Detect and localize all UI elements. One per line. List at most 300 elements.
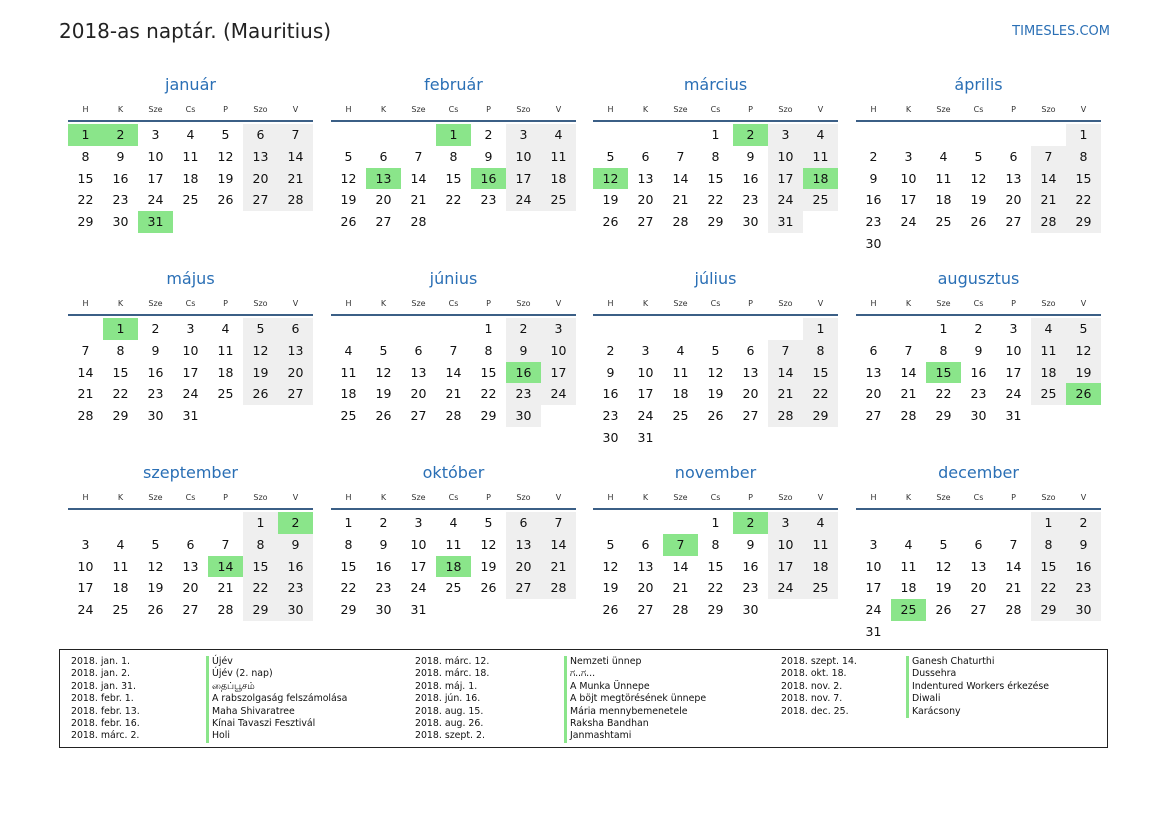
weekday-header <box>331 488 576 506</box>
day-cell: 16 <box>602 386 619 402</box>
day-cell: 19 <box>217 170 234 186</box>
day-cell: 24 <box>900 214 917 230</box>
weekend-day: 5 <box>243 318 278 340</box>
holiday-date: 2018. okt. 18. <box>781 668 847 680</box>
day-cell: 10 <box>1005 342 1022 358</box>
weekday-label: K <box>905 104 912 114</box>
empty-cell <box>138 512 173 534</box>
holiday-date: 2018. nov. 2. <box>781 680 843 692</box>
day-cell: 24 <box>410 580 427 596</box>
weekday-label: P <box>223 104 228 114</box>
week-row <box>331 189 576 211</box>
holiday-name: Maha Shivaratree <box>206 706 347 718</box>
weekend-day: 18 <box>541 168 576 190</box>
weekday-header <box>856 488 1101 506</box>
weekend-day: 8 <box>1031 534 1066 556</box>
day-cell: 29 <box>77 214 94 230</box>
day-cell: 28 <box>672 214 689 230</box>
week-row <box>331 512 576 534</box>
weekday-label: Sze <box>673 492 688 502</box>
weekend-day: 15 <box>803 362 838 384</box>
week-row <box>331 211 576 233</box>
day-cell: 25 <box>112 602 129 618</box>
header-divider <box>331 120 576 122</box>
month-1 <box>68 74 313 233</box>
weekday-label: H <box>345 492 352 502</box>
day-cell: 20 <box>865 386 882 402</box>
weekday-label: Sze <box>148 104 163 114</box>
holiday-date: 2018. aug. 26. <box>415 718 484 730</box>
weekend-day: 24 <box>768 189 803 211</box>
day-cell: 4 <box>676 342 685 358</box>
day-cell: 16 <box>865 192 882 208</box>
week-row <box>856 556 1101 578</box>
legend-dates-column <box>781 656 857 718</box>
empty-cell <box>996 124 1031 146</box>
weekend-day: 30 <box>1066 599 1101 621</box>
day-cell: 17 <box>637 386 654 402</box>
day-cell: 2 <box>151 321 160 336</box>
month-name: október <box>422 463 485 482</box>
weekend-day: 28 <box>768 405 803 427</box>
day-cell: 9 <box>379 536 388 552</box>
day-cell: 26 <box>602 214 619 230</box>
day-cell: 2 <box>869 148 878 164</box>
weekday-label: P <box>1011 492 1016 502</box>
holiday-date: 2018. nov. 7. <box>781 693 843 705</box>
week-row <box>68 189 313 211</box>
weekday-label: V <box>292 298 299 308</box>
empty-cell <box>436 318 471 340</box>
day-cell: 1 <box>711 127 720 142</box>
day-cell: 27 <box>375 214 392 230</box>
day-cell: 21 <box>672 192 689 208</box>
weekday-label: P <box>748 492 753 502</box>
empty-cell <box>506 599 541 621</box>
day-cell: 12 <box>340 170 357 186</box>
day-cell: 19 <box>970 192 987 208</box>
empty-cell <box>891 512 926 534</box>
day-cell: 18 <box>900 580 917 596</box>
day-cell: 12 <box>217 148 234 164</box>
weekday-label: V <box>555 104 562 114</box>
holiday-date: 2018. szept. 14. <box>781 656 857 667</box>
day-cell: 19 <box>340 192 357 208</box>
day-cell: 16 <box>970 364 987 380</box>
weekday-label: K <box>642 492 649 502</box>
weekday-label: P <box>486 104 491 114</box>
day-cell: 4 <box>186 127 195 142</box>
month-6 <box>331 268 576 427</box>
day-cell: 20 <box>1005 192 1022 208</box>
weekend-day: 18 <box>803 556 838 578</box>
weekend-day: 24 <box>768 577 803 599</box>
day-cell: 6 <box>641 536 650 552</box>
weekend-day: 13 <box>278 340 313 362</box>
weekend-day: 17 <box>768 168 803 190</box>
day-cell: 24 <box>637 408 654 424</box>
day-cell: 11 <box>112 558 129 574</box>
weekday-label: V <box>555 492 562 502</box>
empty-cell <box>173 211 208 233</box>
weekend-day: 11 <box>803 146 838 168</box>
week-row <box>331 318 576 340</box>
weekday-label: Cs <box>448 492 459 502</box>
weekend-day: 10 <box>506 146 541 168</box>
day-cell: 9 <box>116 148 125 164</box>
month-5 <box>68 268 313 427</box>
week-row <box>68 211 313 233</box>
day-cell: 14 <box>1005 558 1022 574</box>
empty-cell <box>961 512 996 534</box>
empty-cell <box>961 233 996 255</box>
month-name: július <box>694 269 737 288</box>
header-divider <box>68 314 313 316</box>
weekday-header <box>68 294 313 312</box>
holiday-date: 2018. szept. 2. <box>415 730 485 742</box>
holiday-name: ಗ..ಗ... <box>564 668 706 680</box>
day-cell: 9 <box>151 342 160 358</box>
month-name: április <box>954 75 1003 94</box>
day-cell: 22 <box>707 580 724 596</box>
empty-cell <box>208 405 243 427</box>
weekday-label: Sze <box>411 298 426 308</box>
weekday-label: P <box>1011 298 1016 308</box>
week-row <box>856 233 1101 255</box>
week-row <box>593 318 838 340</box>
week-row <box>856 383 1101 405</box>
month-12 <box>856 462 1101 643</box>
weekday-label: K <box>905 492 912 502</box>
weekend-day: 22 <box>1031 577 1066 599</box>
day-cell: 27 <box>182 602 199 618</box>
weekday-label: H <box>870 298 877 308</box>
day-cell: 18 <box>672 386 689 402</box>
weekend-day: 20 <box>278 362 313 384</box>
day-cell: 20 <box>637 580 654 596</box>
weekend-day: 13 <box>506 534 541 556</box>
week-row <box>593 512 838 534</box>
weekday-label: Sze <box>936 104 951 114</box>
day-cell: 17 <box>1005 364 1022 380</box>
weekday-label: V <box>817 492 824 502</box>
week-row <box>331 383 576 405</box>
weekday-label: K <box>905 298 912 308</box>
empty-cell <box>891 233 926 255</box>
week-row <box>593 340 838 362</box>
week-row <box>856 146 1101 168</box>
day-cell: 31 <box>1005 408 1022 424</box>
day-cell: 10 <box>637 364 654 380</box>
day-cell: 26 <box>935 602 952 618</box>
weekend-day: 26 <box>243 383 278 405</box>
holiday-date: 2018. máj. 1. <box>415 680 478 692</box>
empty-cell <box>1066 621 1101 643</box>
weekend-day: 29 <box>243 599 278 621</box>
day-cell: 20 <box>742 386 759 402</box>
day-cell: 5 <box>974 148 983 164</box>
day-cell: 2 <box>484 127 493 142</box>
empty-cell <box>926 233 961 255</box>
day-cell: 27 <box>742 408 759 424</box>
weekend-day: 10 <box>768 534 803 556</box>
empty-cell <box>628 124 663 146</box>
week-row <box>331 405 576 427</box>
weekday-label: Cs <box>448 104 459 114</box>
day-cell: 8 <box>939 342 948 358</box>
day-cell: 7 <box>904 342 913 358</box>
day-cell: 21 <box>1005 580 1022 596</box>
day-cell: 4 <box>116 536 125 552</box>
week-row <box>856 577 1101 599</box>
day-cell: 30 <box>602 429 619 445</box>
legend-names-column <box>564 656 706 743</box>
day-cell: 15 <box>112 364 129 380</box>
day-cell: 29 <box>112 408 129 424</box>
day-cell: 31 <box>637 429 654 445</box>
day-cell: 5 <box>151 536 160 552</box>
weekday-header <box>68 488 313 506</box>
weekend-day: 24 <box>541 383 576 405</box>
day-cell: 15 <box>445 170 462 186</box>
empty-cell <box>173 512 208 534</box>
empty-cell <box>1066 405 1101 427</box>
month-name: augusztus <box>937 269 1020 288</box>
day-cell: 31 <box>410 602 427 618</box>
day-cell: 17 <box>77 580 94 596</box>
week-row <box>856 189 1101 211</box>
weekday-header <box>593 488 838 506</box>
day-cell: 30 <box>865 235 882 251</box>
day-cell: 19 <box>602 580 619 596</box>
week-row <box>593 146 838 168</box>
weekday-label: H <box>82 298 89 308</box>
header-divider <box>593 314 838 316</box>
day-cell: 15 <box>480 364 497 380</box>
empty-cell <box>541 599 576 621</box>
weekend-day: 30 <box>278 599 313 621</box>
day-cell: 17 <box>147 170 164 186</box>
weekday-label: H <box>345 104 352 114</box>
weekend-day: 4 <box>803 124 838 146</box>
week-row <box>331 599 576 621</box>
week-row <box>856 621 1101 643</box>
weekend-day: 15 <box>1066 168 1101 190</box>
weekend-day: 7 <box>1031 146 1066 168</box>
day-cell: 19 <box>707 386 724 402</box>
holiday-date: 2018. febr. 13. <box>71 705 140 717</box>
weekend-day: 29 <box>1066 211 1101 233</box>
day-cell: 9 <box>606 364 615 380</box>
holiday-name: Raksha Bandhan <box>564 718 706 730</box>
weekend-day: 19 <box>243 362 278 384</box>
weekend-day: 17 <box>541 362 576 384</box>
week-row <box>856 318 1101 340</box>
empty-cell <box>663 512 698 534</box>
day-cell: 4 <box>449 515 458 530</box>
day-cell: 13 <box>410 364 427 380</box>
weekday-label: P <box>486 298 491 308</box>
holiday-name: Indentured Workers érkezése <box>906 681 1049 693</box>
day-cell: 14 <box>77 364 94 380</box>
weekend-day: 25 <box>803 577 838 599</box>
day-cell: 10 <box>410 536 427 552</box>
weekday-label: V <box>1080 492 1087 502</box>
day-cell: 12 <box>707 364 724 380</box>
day-cell: 23 <box>742 192 759 208</box>
day-cell: 14 <box>900 364 917 380</box>
day-cell: 19 <box>147 580 164 596</box>
day-cell: 23 <box>147 386 164 402</box>
day-cell: 12 <box>935 558 952 574</box>
empty-cell <box>856 124 891 146</box>
weekend-day: 9 <box>1066 534 1101 556</box>
holiday-day: 12 <box>593 168 628 190</box>
day-cell: 22 <box>77 192 94 208</box>
day-cell: 28 <box>77 408 94 424</box>
day-cell: 25 <box>445 580 462 596</box>
day-cell: 21 <box>672 580 689 596</box>
day-cell: 4 <box>221 321 230 336</box>
day-cell: 18 <box>935 192 952 208</box>
empty-cell <box>1031 405 1066 427</box>
weekend-day: 4 <box>803 512 838 534</box>
day-cell: 19 <box>480 558 497 574</box>
day-cell: 16 <box>742 558 759 574</box>
day-cell: 5 <box>606 536 615 552</box>
site-link[interactable]: TIMESLES.COM <box>1012 24 1110 39</box>
holiday-day: 1 <box>68 124 103 146</box>
weekday-label: Cs <box>710 298 721 308</box>
weekend-day: 7 <box>541 512 576 534</box>
weekday-label: Sze <box>148 298 163 308</box>
day-cell: 19 <box>935 580 952 596</box>
empty-cell <box>278 405 313 427</box>
day-cell: 16 <box>375 558 392 574</box>
month-name: február <box>424 75 483 94</box>
day-cell: 15 <box>77 170 94 186</box>
empty-cell <box>366 124 401 146</box>
day-cell: 21 <box>900 386 917 402</box>
day-cell: 6 <box>746 342 755 358</box>
day-cell: 18 <box>340 386 357 402</box>
month-3 <box>593 74 838 233</box>
weekday-label: Szo <box>778 104 793 114</box>
empty-cell <box>436 211 471 233</box>
day-cell: 19 <box>375 386 392 402</box>
header-divider <box>331 314 576 316</box>
holiday-day: 26 <box>1066 383 1101 405</box>
weekday-label: Cs <box>710 492 721 502</box>
week-row <box>856 405 1101 427</box>
day-cell: 30 <box>742 214 759 230</box>
weekday-label: K <box>380 492 387 502</box>
month-2 <box>331 74 576 233</box>
weekday-header <box>331 100 576 118</box>
day-cell: 27 <box>1005 214 1022 230</box>
weekday-label: Szo <box>253 104 268 114</box>
empty-cell <box>733 427 768 449</box>
weekend-day: 21 <box>1031 189 1066 211</box>
weekday-label: Sze <box>936 298 951 308</box>
day-cell: 26 <box>375 408 392 424</box>
day-cell: 2 <box>974 321 983 336</box>
weekend-day: 14 <box>768 362 803 384</box>
weekend-day: 23 <box>1066 577 1101 599</box>
weekday-label: Sze <box>936 492 951 502</box>
day-cell: 23 <box>112 192 129 208</box>
empty-cell <box>996 512 1031 534</box>
day-cell: 27 <box>410 408 427 424</box>
day-cell: 28 <box>410 214 427 230</box>
weekend-day: 24 <box>506 189 541 211</box>
week-row <box>331 534 576 556</box>
weekday-label: K <box>380 104 387 114</box>
week-row <box>331 168 576 190</box>
month-name: január <box>165 75 216 94</box>
week-row <box>856 168 1101 190</box>
legend-names-column <box>906 656 1049 718</box>
weekday-label: V <box>817 298 824 308</box>
weekday-label: H <box>607 492 614 502</box>
holiday-day: 1 <box>436 124 471 146</box>
day-cell: 5 <box>379 342 388 358</box>
empty-cell <box>103 512 138 534</box>
day-cell: 3 <box>869 536 878 552</box>
weekday-label: P <box>1011 104 1016 114</box>
empty-cell <box>1031 124 1066 146</box>
weekend-day: 23 <box>278 577 313 599</box>
week-row <box>856 211 1101 233</box>
day-cell: 26 <box>707 408 724 424</box>
weekday-label: Szo <box>1041 298 1056 308</box>
empty-cell <box>628 512 663 534</box>
day-cell: 15 <box>707 170 724 186</box>
day-cell: 30 <box>970 408 987 424</box>
weekend-day: 28 <box>278 189 313 211</box>
day-cell: 3 <box>186 321 195 336</box>
header-divider <box>68 508 313 510</box>
holiday-day: 2 <box>278 512 313 534</box>
day-cell: 25 <box>340 408 357 424</box>
day-cell: 16 <box>112 170 129 186</box>
weekday-label: P <box>748 298 753 308</box>
weekend-day: 27 <box>278 383 313 405</box>
header-divider <box>331 508 576 510</box>
day-cell: 5 <box>344 148 353 164</box>
day-cell: 5 <box>606 148 615 164</box>
month-name: március <box>683 75 748 94</box>
day-cell: 22 <box>445 192 462 208</box>
day-cell: 13 <box>970 558 987 574</box>
empty-cell <box>891 124 926 146</box>
holiday-date: 2018. márc. 2. <box>71 730 140 742</box>
day-cell: 1 <box>484 321 493 336</box>
weekend-day: 29 <box>1031 599 1066 621</box>
day-cell: 22 <box>480 386 497 402</box>
weekend-day: 4 <box>1031 318 1066 340</box>
empty-cell <box>856 512 891 534</box>
day-cell: 23 <box>742 580 759 596</box>
day-cell: 19 <box>602 192 619 208</box>
weekend-day: 2 <box>506 318 541 340</box>
holiday-day: 15 <box>926 362 961 384</box>
holiday-day: 13 <box>366 168 401 190</box>
day-cell: 8 <box>81 148 90 164</box>
day-cell: 20 <box>970 580 987 596</box>
empty-cell <box>803 599 838 621</box>
holiday-name: Újév (2. nap) <box>206 668 347 680</box>
